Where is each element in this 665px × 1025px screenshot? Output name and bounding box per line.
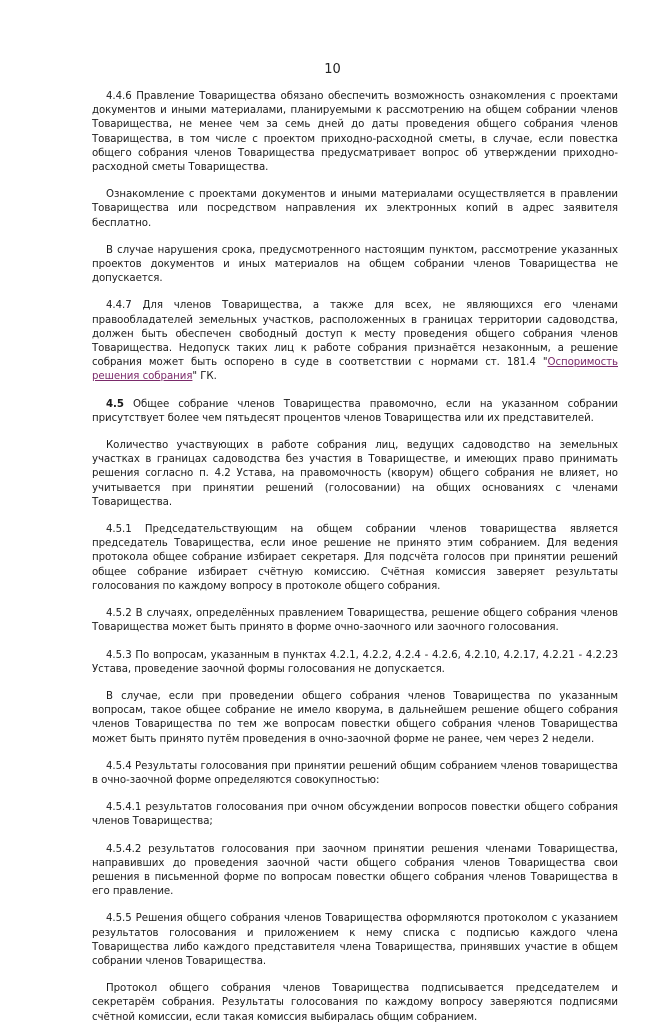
paragraph-no-quorum: В случае, если при проведении общего собрания членов Товарищества по указанным вопросам, такое общее собрание не имело кворума, в дальнейшем решение общего собрания членов Товарищества по тем же вопросам повестки общего собрания членов Товарищества может быть принято путём проведения в очно-заочной форме не ранее, чем через 2 недели. xyxy=(92,690,618,745)
paragraph-protocol-signing: Протокол общего собрания членов Товарищества подписывается председателем и секретарём собрания. Результаты голосования по каждому вопросу заверяются подписями счётной комиссии, если такая комиссия выбиралась общим собранием. xyxy=(92,983,618,1023)
paragraph-familiarization: Ознакомление с проектами документов и иными материалами осуществляется в правлении Товарищества или посредством направления их электронных копий в адрес заявителя бесплатно. xyxy=(92,189,618,229)
paragraph-quorum-participants: Количество участвующих в работе собрания лиц, ведущих садоводство на земельных участках в границах садоводства без участия в Товариществе, и имеющих право принимать решения согласно п. 4.2 Устава, на правомочность (кворум) общего собрания не влияет, но учитывается при принятии решений (голосовании) на общих основаниях с членами Товарищества. xyxy=(92,440,618,508)
paragraph-4-5-2: 4.5.2 В случаях, определённых правлением Товарищества, решение общего собрания членов Товарищества может быть принято в форме очно-заочного или заочного голосования. xyxy=(92,608,618,634)
paragraph-4-5-5: 4.5.5 Решения общего собрания членов Товарищества оформляются протоколом с указанием результатов голосования и приложением к нему списка с подписью каждого члена Товарищества либо каждого представителя члена Товарищества, принявших участие в общем собрании членов Товарищества. xyxy=(92,913,618,967)
paragraph-4-5-4: 4.5.4 Результаты голосования при принятии решений общим собранием членов товарищества в очно-заочной форме определяются совокупностью: xyxy=(92,760,618,786)
quote-open: " xyxy=(542,357,548,369)
section-number-4-5: 4.5 xyxy=(106,398,124,410)
paragraph-4-4-7 xyxy=(92,299,618,384)
document-body xyxy=(92,90,618,1025)
paragraph-4-4-6: 4.4.6 Правление Товарищества обязано обеспечить возможность ознакомления с проектами документов и иными материалами, планируемыми к рассмотрению на общем собрании членов Товарищества, не менее чем за семь дней до даты проведения общего собрания членов Товарищества, в том числе с проектом приходно-расходной сметы, в случае, если повестка общего собрания членов Товарищества предусматривает вопрос об утверждении приходно-расходной сметы Товарищества. xyxy=(92,91,618,174)
paragraph-4-5-1: 4.5.1 Председательствующим на общем собрании членов товарищества является председатель Товарищества, если иное решение не принято этим собранием. Для ведения протокола общее собрание избирает секретаря. Для подсчёта голосов при принятии решений общее собрание избирает счётную комиссию. Счётная комиссия заверяет результаты голосования по каждому вопросу в протоколе общего собрания. xyxy=(92,524,618,592)
paragraph-4-4-7-tail: " ГК. xyxy=(192,371,217,383)
paragraph-4-4-7-text: 4.4.7 Для членов Товарищества, а также для всех, не являющихся его членами правообладателей земельных участков, расположенных в границах территории садоводства, должен быть обеспечен свободный доступ к месту проведения общего собрания членов Товарищества. Недопуск таких лиц к работе собрания признаётся незаконным, а решение собрания может быть оспорено в суде в соответствии с нормами ст. 181.4 xyxy=(92,300,618,369)
page-number: 10 xyxy=(324,62,341,77)
paragraph-4-5-4-2: 4.5.4.2 результатов голосования при заочном принятии решения членами Товарищества, направивших до проведения заочной части общего собрания членов Товарищества свои решения в письменной форме по вопросам повестки общего собрания членов Товарищества в его правление. xyxy=(92,843,618,898)
paragraph-4-5 xyxy=(92,398,618,426)
paragraph-4-5-4-1: 4.5.4.1 результатов голосования при очном обсуждении вопросов повестки общего собрания членов Товарищества; xyxy=(92,802,618,828)
link-contestability[interactable]: Оспоримость решения собрания xyxy=(92,357,618,383)
paragraph-4-5-text: Общее собрание членов Товарищества правомочно, если на указанном собрании присутствует более чем пятьдесят процентов членов Товарищества или их представителей. xyxy=(92,398,618,424)
paragraph-4-5-3: 4.5.3 По вопросам, указанным в пунктах 4.2.1, 4.2.2, 4.2.4 - 4.2.6, 4.2.10, 4.2.17, 4.2.21 - 4.2.23 Устава, проведение заочной формы голосования не допускается. xyxy=(92,649,618,675)
paragraph-deadline-violation: В случае нарушения срока, предусмотренного настоящим пунктом, рассмотрение указанных проектов документов и иных материалов на общем собрании членов Товарищества не допускается. xyxy=(92,244,618,285)
